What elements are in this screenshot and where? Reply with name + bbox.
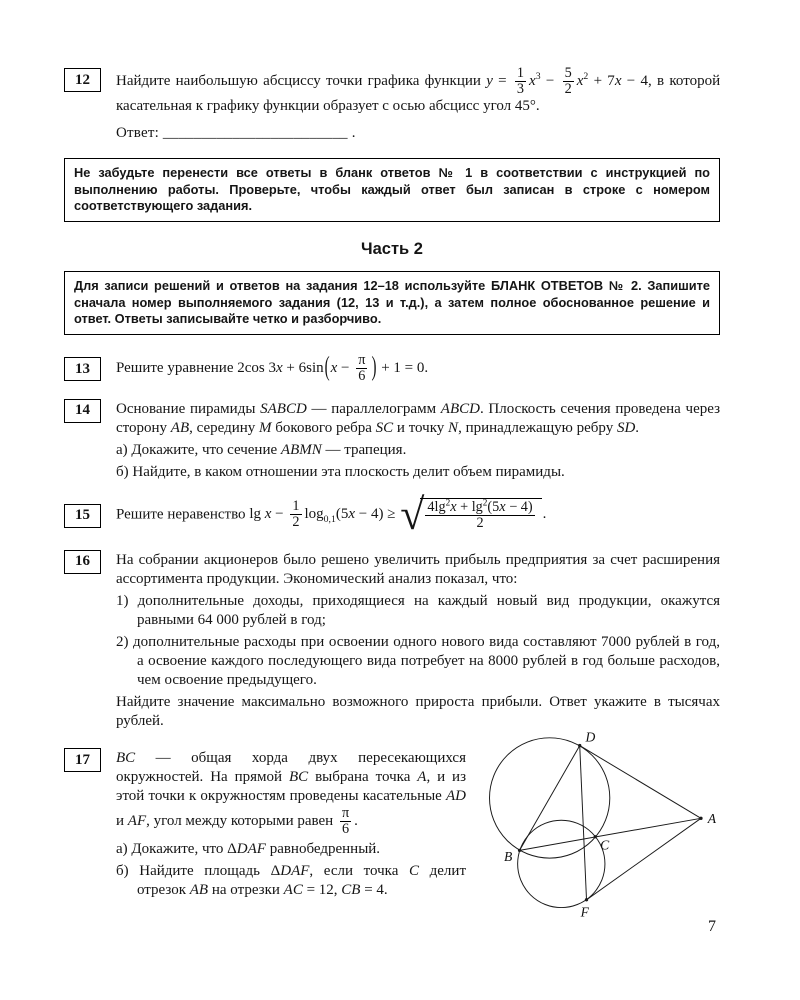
radical-sign: √ bbox=[400, 489, 425, 539]
right-paren: ) bbox=[371, 352, 377, 382]
p14-item-a: а) Докажите, что сечение ABMN — трапеция. bbox=[116, 441, 407, 458]
problem-number-17: 17 bbox=[64, 748, 101, 772]
segment-DF bbox=[580, 746, 587, 900]
fraction-1-2: $\frac{1}{2}$ bbox=[292, 498, 300, 531]
p17-figure bbox=[472, 732, 734, 926]
p12-function-formula: y = $\frac{1}{3}$ $x^3$ − $\frac{5}{2}$ $x^2 + 7x - 4$, bbox=[486, 65, 652, 97]
p17-statement: BC — общая хорда двух пересекающихся окружностей. На прямой BC выбрана точка A, и из этой точки к окружностям проведены касательные AD и AF, угол между которыми равен $\frac{\pi}{6}$ . bbox=[116, 750, 466, 838]
p12-answer-line: Ответ: ________________________ . bbox=[116, 124, 356, 141]
p13-statement: Решите уравнение 2cos 3x + 6sin(x − $\frac{\pi}{6}$ ) + 1 = 0. bbox=[116, 351, 429, 384]
notice-box-2: Для записи решений и ответов на задания 12–18 используйте БЛАНК ОТВЕТОВ № 2. Запишите сначала номер выполняемого задания (12, 13 и т.д.), а затем полное обоснованное решение и ответ. Ответы записывайте четко и разборчиво. bbox=[64, 271, 720, 335]
problem-number-14: 14 bbox=[64, 399, 101, 423]
problem-17 bbox=[64, 732, 720, 932]
answer-label: Ответ: bbox=[116, 124, 159, 141]
point-label-F: F bbox=[580, 904, 589, 920]
point-B bbox=[518, 849, 521, 852]
left-paren: ( bbox=[324, 352, 330, 382]
point-C bbox=[594, 835, 597, 838]
tangent-line-AF bbox=[587, 819, 701, 900]
fraction-pi-6: $\frac{\pi}{6}$ bbox=[341, 805, 350, 838]
problem-14 bbox=[64, 397, 720, 482]
p13-equation: 2cos 3x + 6sin(x − $\frac{\pi}{6}$ ) + 1 = 0. bbox=[237, 351, 429, 384]
problem-number-15: 15 bbox=[64, 504, 101, 528]
square-root bbox=[400, 489, 541, 539]
p12-statement: Найдите наибольшую абсциссу точки графика функции y = $\frac{1}{3}$ $x^3$ − $\frac{5}{2}$ $x^2 + 7x - 4$, в которой касательная к графику функции образует с осью абсцисс угол 45°. bbox=[116, 65, 721, 114]
p17-figure-container bbox=[472, 732, 734, 932]
point-label-D: D bbox=[585, 732, 596, 745]
problem-number-13: 13 bbox=[64, 357, 101, 381]
p15-inequality: lg x − $\frac{1}{2}$ $\log_{0,1}(5x - 4)$ ≥ √ $\frac{4\lg^2x + \lg^2(5x - 4)}{2}$ . bbox=[249, 489, 547, 539]
point-A bbox=[699, 817, 702, 820]
point-label-C: C bbox=[600, 837, 610, 853]
p14-statement: Основание пирамиды SABCD — параллелограмм ABCD. Плоскость сечения проведена через сторону AB, середину M бокового ребра SC и точку N, принадлежащую ребру SD. bbox=[116, 400, 721, 436]
p17-item-a: а) Докажите, что ΔDAF равнобедренный. bbox=[116, 841, 381, 858]
answer-blank[interactable]: ________________________ bbox=[162, 124, 348, 141]
p16-intro: На собрании акционеров было решено увеличить прибыль предприятия за счет расширения ассортимента продукции. Экономический анализ показал, что: bbox=[116, 551, 720, 587]
point-label-B: B bbox=[504, 849, 513, 865]
p16-item-2: 2) дополнительные расходы при освоении одного нового вида составляют 7000 рублей в год, а освоение каждого последующего вида потребует на 8000 рублей в год больше расходов, чем освоение предыдущего. bbox=[116, 634, 720, 689]
p16-item-1: 1) дополнительные доходы, приходящиеся на каждый новый вид продукции, окажутся равными 64 000 рублей в год; bbox=[116, 592, 720, 628]
fraction-pi-6: $\frac{\pi}{6}$ bbox=[358, 351, 366, 384]
fraction: $\frac{1}{3}$ bbox=[516, 65, 525, 97]
problem-number-16: 16 bbox=[64, 550, 101, 574]
problem-13 bbox=[64, 353, 720, 384]
p15-statement: Решите неравенство lg x − $\frac{1}{2}$ $\log_{0,1}(5x - 4)$ ≥ √ $\frac{4\lg^2x + \lg^2(5x - 4)}{2}$ . bbox=[116, 489, 547, 539]
problem-16 bbox=[64, 548, 720, 731]
p14-item-b: б) Найдите, в каком отношении эта плоскость делит объем пирамиды. bbox=[116, 463, 565, 480]
page-number: 7 bbox=[708, 918, 716, 935]
notice-box-1: Не забудьте перенести все ответы в бланк ответов № 1 в соответствии с инструкцией по выполнению работы. Проверьте, чтобы каждый ответ был записан в строке с номером соответствующего задания. bbox=[64, 158, 720, 222]
small-circle bbox=[518, 821, 605, 908]
problem-15 bbox=[64, 489, 720, 539]
problem-number-12: 12 bbox=[64, 68, 101, 92]
point-label-A: A bbox=[707, 811, 717, 827]
point-F bbox=[585, 898, 588, 901]
part2-heading: Часть 2 bbox=[361, 239, 423, 258]
tangent-line-AD bbox=[580, 746, 701, 819]
fraction-under-root: $\frac{4\lg^2x + \lg^2(5x - 4)}{2}$ bbox=[427, 498, 533, 531]
problem-12 bbox=[64, 66, 720, 143]
point-D bbox=[578, 744, 581, 747]
chord-DB bbox=[520, 746, 580, 851]
fraction: $\frac{5}{2}$ bbox=[564, 65, 572, 97]
p17-item-b: б) Найдите площадь ΔDAF, если точка C делит отрезок AB на отрезки AC = 12, CB = 4. bbox=[116, 863, 467, 899]
p16-outro: Найдите значение максимально возможного прироста прибыли. Ответ укажите в тысячах рублей. bbox=[116, 694, 720, 730]
